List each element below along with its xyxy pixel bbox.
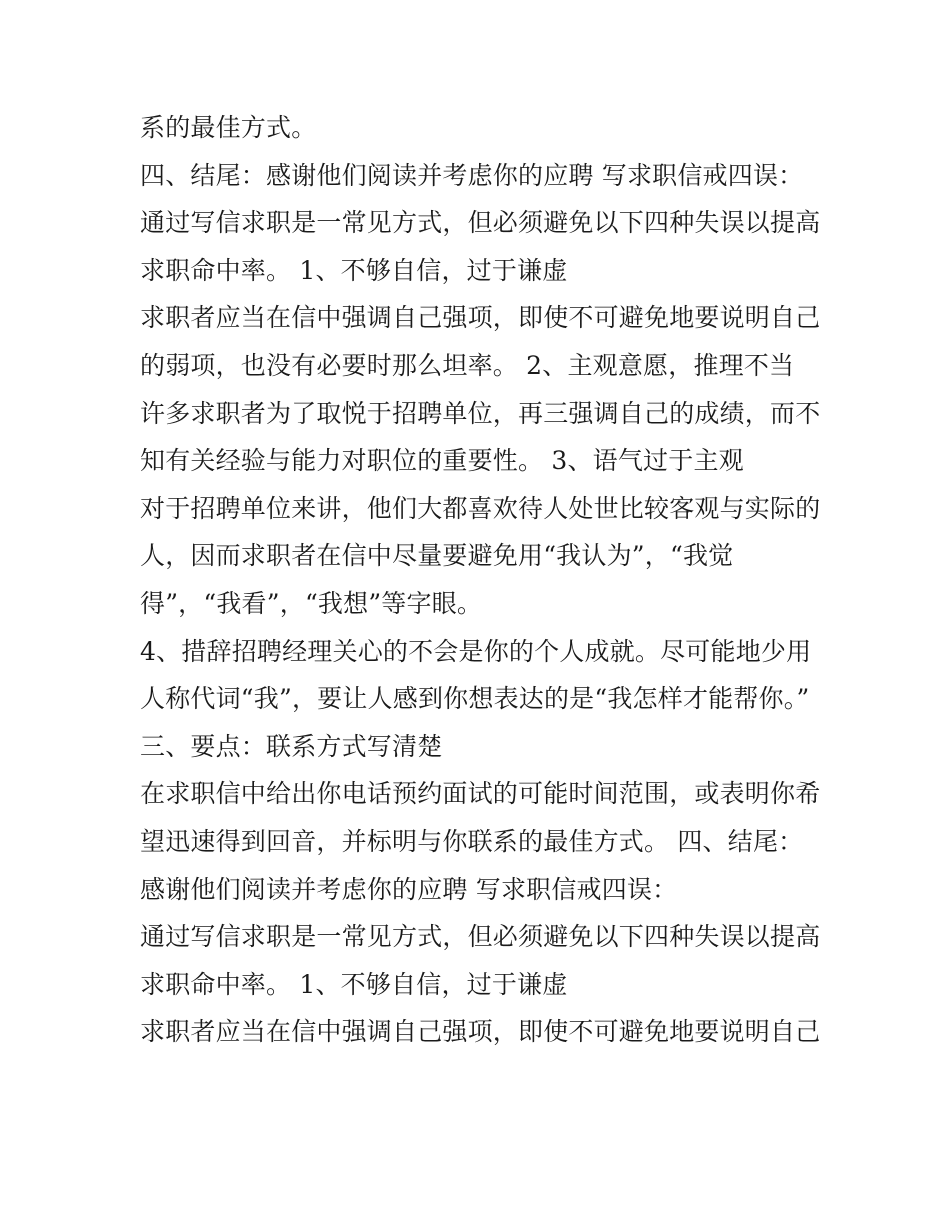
text-line: 感谢他们阅读并考虑你的应聘 写求职信戒四误： [140,874,678,904]
text-line: 对于招聘单位来讲，他们大都喜欢待人处世比较客观与实际的 [140,493,821,523]
text-line: 求职命中率。 1、不够自信，过于谦虚 [140,255,568,285]
section-heading: 三、要点：联系方式写清楚 [140,731,443,761]
text-line: 知有关经验与能力对职位的重要性。 3、语气过于主观 [140,446,744,476]
text-line: 4、措辞招聘经理关心的不会是你的个人成就。尽可能地少用 [140,636,812,666]
text-line: 许多求职者为了取悦于招聘单位，再三强调自己的成绩，而不 [140,398,821,428]
text-line: 人，因而求职者在信中尽量要避免用“我认为”，“我觉 [140,541,734,571]
text-line: 系的最佳方式。 [140,113,317,142]
text-line: 在求职信中给出你电话预约面试的可能时间范围，或表明你希 [140,779,821,809]
text-line: 的弱项，也没有必要时那么坦率。 2、主观意愿，推理不当 [140,350,795,380]
text-line: 求职命中率。 1、不够自信，过于谦虚 [140,969,568,999]
text-line: 望迅速得到回音，并标明与你联系的最佳方式。 四、结尾： [140,826,804,856]
text-line: 通过写信求职是一常见方式，但必须避免以下四种失误以提高 [140,922,821,952]
text-line: 通过写信求职是一常见方式，但必须避免以下四种失误以提高 [140,208,821,238]
text-line: 得”，“我看”，“我想”等字眼。 [140,588,483,618]
text-line: 求职者应当在信中强调自己强项，即使不可避免地要说明自己 [140,303,821,333]
text-line: 四、结尾：感谢他们阅读并考虑你的应聘 写求职信戒四误： [140,160,804,190]
text-line: 求职者应当在信中强调自己强项，即使不可避免地要说明自己 [140,1017,821,1047]
document-page [140,108,830,1060]
text-line: 人称代词“我”，要让人感到你想表达的是“我怎样才能帮你。” [140,684,810,714]
